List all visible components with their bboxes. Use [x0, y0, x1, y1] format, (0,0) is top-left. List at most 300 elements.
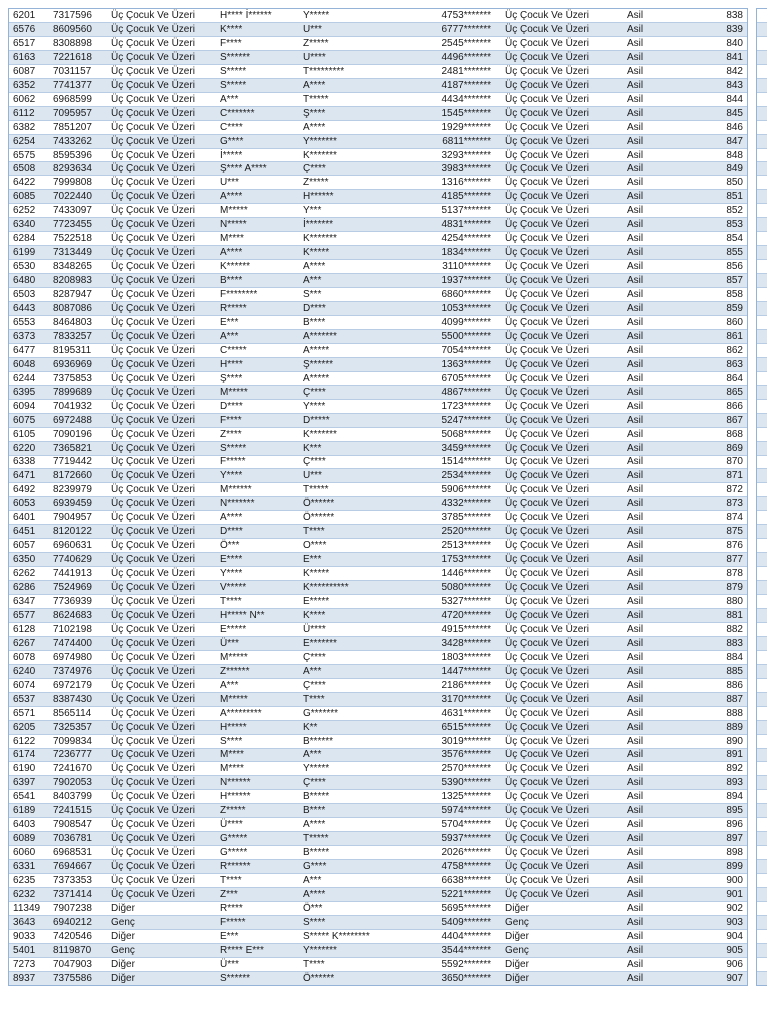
cell-sequence-no: 873 [726, 498, 743, 510]
edge-strip-row [757, 483, 767, 497]
edge-strip-row [757, 9, 767, 23]
cell-category-2: Üç Çocuk Ve Üzeri [505, 721, 589, 733]
cell-masked-last-name: Ş****** [303, 358, 334, 370]
cell-record-id: 6397 [13, 777, 36, 789]
cell-category-2: Üç Çocuk Ve Üzeri [505, 763, 589, 775]
cell-masked-first-name: A*** [220, 679, 239, 691]
cell-application-no: 7522518 [53, 233, 92, 245]
cell-status: Asil [627, 791, 644, 803]
cell-masked-id-number: 4185******* [441, 191, 491, 203]
cell-category: Üç Çocuk Ve Üzeri [111, 735, 195, 747]
cell-sequence-no: 839 [726, 23, 743, 35]
cell-sequence-no: 847 [726, 135, 743, 147]
cell-category-2: Üç Çocuk Ve Üzeri [505, 651, 589, 663]
cell-masked-first-name: M***** [220, 651, 248, 663]
cell-category-2: Üç Çocuk Ve Üzeri [505, 735, 589, 747]
cell-masked-last-name: A*** [303, 275, 322, 287]
cell-sequence-no: 849 [726, 163, 743, 175]
cell-sequence-no: 874 [726, 512, 743, 524]
cell-masked-last-name: T***** [303, 93, 329, 105]
cell-category: Üç Çocuk Ve Üzeri [111, 65, 195, 77]
cell-record-id: 6163 [13, 51, 36, 63]
cell-record-id: 6205 [13, 721, 36, 733]
cell-record-id: 6189 [13, 805, 36, 817]
cell-record-id: 6240 [13, 665, 36, 677]
cell-masked-id-number: 2570******* [441, 763, 491, 775]
cell-category-2: Üç Çocuk Ve Üzeri [505, 777, 589, 789]
cell-record-id: 6075 [13, 414, 36, 426]
cell-masked-last-name: O**** [303, 540, 327, 552]
cell-category: Üç Çocuk Ve Üzeri [111, 791, 195, 803]
cell-category-2: Üç Çocuk Ve Üzeri [505, 330, 589, 342]
cell-masked-last-name: Ç**** [303, 651, 326, 663]
cell-masked-first-name: C**** [220, 121, 243, 133]
edge-strip-row [757, 721, 767, 735]
cell-masked-last-name: T**** [303, 693, 325, 705]
cell-masked-last-name: Y***** [303, 763, 330, 775]
cell-sequence-no: 858 [726, 289, 743, 301]
cell-category-2: Üç Çocuk Ve Üzeri [505, 498, 589, 510]
cell-application-no: 7441913 [53, 568, 92, 580]
cell-status: Asil [627, 386, 644, 398]
cell-record-id: 6060 [13, 847, 36, 859]
cell-sequence-no: 843 [726, 79, 743, 91]
cell-status: Asil [627, 442, 644, 454]
cell-record-id: 5401 [13, 944, 36, 956]
table-row [9, 176, 747, 190]
edge-strip-row [757, 888, 767, 902]
cell-application-no: 7375586 [53, 972, 92, 984]
cell-application-no: 8172660 [53, 470, 92, 482]
cell-record-id: 6057 [13, 540, 36, 552]
cell-category: Üç Çocuk Ve Üzeri [111, 344, 195, 356]
cell-application-no: 8087086 [53, 302, 92, 314]
cell-status: Asil [627, 958, 644, 970]
edge-strip-row [757, 51, 767, 65]
cell-status: Asil [627, 972, 644, 984]
cell-status: Asil [627, 554, 644, 566]
table-row [9, 344, 747, 358]
cell-category-2: Üç Çocuk Ve Üzeri [505, 526, 589, 538]
cell-masked-first-name: R**** [220, 902, 243, 914]
cell-record-id: 6174 [13, 749, 36, 761]
cell-masked-first-name: N****** [220, 777, 251, 789]
edge-strip-row [757, 958, 767, 972]
cell-masked-last-name: K********** [303, 582, 349, 594]
cell-sequence-no: 885 [726, 665, 743, 677]
table-row [9, 246, 747, 260]
edge-strip-row [757, 469, 767, 483]
table-row [9, 190, 747, 204]
table-row [9, 330, 747, 344]
table-row [9, 818, 747, 832]
cell-status: Asil [627, 414, 644, 426]
edge-strip-row [757, 497, 767, 511]
table-row [9, 790, 747, 804]
cell-category: Üç Çocuk Ve Üzeri [111, 819, 195, 831]
cell-category-2: Üç Çocuk Ve Üzeri [505, 9, 589, 21]
cell-category-2: Üç Çocuk Ve Üzeri [505, 65, 589, 77]
cell-status: Asil [627, 149, 644, 161]
table-row [9, 874, 747, 888]
cell-sequence-no: 876 [726, 540, 743, 552]
cell-category-2: Diğer [505, 902, 529, 914]
cell-sequence-no: 862 [726, 344, 743, 356]
table-row [9, 497, 747, 511]
cell-status: Asil [627, 568, 644, 580]
cell-application-no: 7371414 [53, 889, 92, 901]
cell-application-no: 7241515 [53, 805, 92, 817]
cell-masked-id-number: 1514******* [441, 456, 491, 468]
table-row [9, 149, 747, 163]
table-row [9, 260, 747, 274]
cell-category-2: Üç Çocuk Ve Üzeri [505, 163, 589, 175]
cell-category: Üç Çocuk Ve Üzeri [111, 540, 195, 552]
cell-masked-id-number: 5937******* [441, 833, 491, 845]
cell-status: Asil [627, 721, 644, 733]
edge-strip-row [757, 162, 767, 176]
cell-application-no: 7899689 [53, 386, 92, 398]
cell-masked-last-name: T**** [303, 958, 325, 970]
cell-masked-first-name: H***** [220, 721, 247, 733]
cell-application-no: 7095957 [53, 107, 92, 119]
cell-sequence-no: 852 [726, 205, 743, 217]
cell-masked-id-number: 4187******* [441, 79, 491, 91]
cell-masked-id-number: 1723******* [441, 400, 491, 412]
edge-strip-row [757, 749, 767, 763]
cell-record-id: 6262 [13, 568, 36, 580]
cell-application-no: 6960631 [53, 540, 92, 552]
cell-masked-last-name: G**** [303, 861, 327, 873]
cell-category: Üç Çocuk Ve Üzeri [111, 693, 195, 705]
cell-record-id: 6235 [13, 875, 36, 887]
edge-strip-row [757, 762, 767, 776]
cell-application-no: 7904957 [53, 512, 92, 524]
table-row [9, 623, 747, 637]
cell-masked-id-number: 2026******* [441, 847, 491, 859]
cell-masked-id-number: 4753******* [441, 9, 491, 21]
cell-application-no: 6968531 [53, 847, 92, 859]
cell-masked-first-name: Ü*** [220, 958, 239, 970]
cell-masked-id-number: 4867******* [441, 386, 491, 398]
cell-application-no: 7099834 [53, 735, 92, 747]
cell-category: Üç Çocuk Ve Üzeri [111, 289, 195, 301]
cell-masked-first-name: U*** [220, 177, 239, 189]
cell-masked-id-number: 3650******* [441, 972, 491, 984]
edge-strip-row [757, 316, 767, 330]
cell-masked-first-name: S****** [220, 972, 251, 984]
cell-status: Asil [627, 930, 644, 942]
cell-status: Asil [627, 819, 644, 831]
cell-sequence-no: 877 [726, 554, 743, 566]
cell-record-id: 6576 [13, 23, 36, 35]
cell-category-2: Üç Çocuk Ve Üzeri [505, 135, 589, 147]
results-table [8, 8, 748, 986]
cell-application-no: 8287947 [53, 289, 92, 301]
cell-application-no: 7022440 [53, 191, 92, 203]
cell-record-id: 6074 [13, 679, 36, 691]
cell-masked-last-name: A**** [303, 79, 326, 91]
cell-application-no: 7833257 [53, 330, 92, 342]
cell-category: Diğer [111, 958, 135, 970]
cell-category-2: Üç Çocuk Ve Üzeri [505, 568, 589, 580]
cell-masked-last-name: U*** [303, 23, 322, 35]
cell-masked-last-name: A**** [303, 121, 326, 133]
cell-masked-last-name: Y*** [303, 205, 322, 217]
table-row [9, 679, 747, 693]
cell-sequence-no: 845 [726, 107, 743, 119]
cell-record-id: 6373 [13, 330, 36, 342]
cell-category: Üç Çocuk Ve Üzeri [111, 219, 195, 231]
edge-strip-row [757, 693, 767, 707]
edge-strip-row [757, 790, 767, 804]
edge-strip-row [757, 135, 767, 149]
cell-record-id: 6085 [13, 191, 36, 203]
cell-masked-first-name: G***** [220, 833, 248, 845]
cell-application-no: 7221618 [53, 51, 92, 63]
table-row [9, 916, 747, 930]
cell-masked-first-name: N***** [220, 219, 247, 231]
edge-strip-row [757, 595, 767, 609]
table-row [9, 707, 747, 721]
cell-masked-last-name: K***** [303, 247, 330, 259]
cell-category: Üç Çocuk Ve Üzeri [111, 554, 195, 566]
cell-masked-id-number: 5500******* [441, 330, 491, 342]
table-row [9, 414, 747, 428]
cell-masked-id-number: 5327******* [441, 596, 491, 607]
cell-category: Üç Çocuk Ve Üzeri [111, 261, 195, 273]
cell-record-id: 6503 [13, 289, 36, 301]
cell-masked-last-name: A***** [303, 344, 330, 356]
cell-masked-id-number: 5390******* [441, 777, 491, 789]
cell-record-id: 6395 [13, 386, 36, 398]
cell-status: Asil [627, 944, 644, 956]
cell-application-no: 6968599 [53, 93, 92, 105]
cell-sequence-no: 853 [726, 219, 743, 231]
table-row [9, 162, 747, 176]
table-row [9, 944, 747, 958]
cell-category-2: Genç [505, 944, 529, 956]
cell-record-id: 6477 [13, 344, 36, 356]
cell-sequence-no: 855 [726, 247, 743, 259]
edge-strip-row [757, 818, 767, 832]
cell-masked-last-name: H****** [303, 191, 334, 203]
cell-category: Diğer [111, 972, 135, 984]
cell-category: Üç Çocuk Ve Üzeri [111, 526, 195, 538]
cell-masked-first-name: E*** [220, 316, 239, 328]
cell-application-no: 6974980 [53, 651, 92, 663]
cell-application-no: 8595396 [53, 149, 92, 161]
cell-masked-id-number: 5592******* [441, 958, 491, 970]
cell-application-no: 8624683 [53, 609, 92, 621]
edge-strip-row [757, 832, 767, 846]
cell-sequence-no: 841 [726, 51, 743, 63]
cell-masked-id-number: 1929******* [441, 121, 491, 133]
cell-sequence-no: 883 [726, 637, 743, 649]
cell-sequence-no: 871 [726, 470, 743, 482]
cell-masked-last-name: K***** [303, 568, 330, 580]
adjacent-table-edge-strip [756, 8, 767, 986]
cell-application-no: 8293634 [53, 163, 92, 175]
edge-strip-row [757, 735, 767, 749]
cell-status: Asil [627, 777, 644, 789]
cell-application-no: 7325357 [53, 721, 92, 733]
cell-category: Üç Çocuk Ve Üzeri [111, 889, 195, 901]
edge-strip-row [757, 400, 767, 414]
cell-application-no: 7373353 [53, 875, 92, 887]
cell-application-no: 8565114 [53, 707, 92, 719]
cell-masked-first-name: A**** [220, 247, 243, 259]
cell-masked-first-name: G**** [220, 135, 244, 147]
cell-application-no: 7433262 [53, 135, 92, 147]
cell-masked-last-name: Ö*** [303, 902, 323, 914]
edge-strip-row [757, 428, 767, 442]
cell-application-no: 7036781 [53, 833, 92, 845]
cell-category: Üç Çocuk Ve Üzeri [111, 721, 195, 733]
cell-record-id: 6244 [13, 372, 36, 384]
cell-status: Asil [627, 372, 644, 384]
cell-category-2: Üç Çocuk Ve Üzeri [505, 470, 589, 482]
cell-masked-last-name: B****** [303, 735, 334, 747]
cell-category: Üç Çocuk Ve Üzeri [111, 233, 195, 245]
cell-category: Üç Çocuk Ve Üzeri [111, 498, 195, 510]
cell-category: Üç Çocuk Ve Üzeri [111, 302, 195, 314]
cell-masked-last-name: K******* [303, 428, 337, 440]
cell-masked-first-name: H**** [220, 358, 243, 370]
cell-sequence-no: 884 [726, 651, 743, 663]
cell-application-no: 7236777 [53, 749, 92, 761]
edge-strip-row [757, 260, 767, 274]
cell-masked-first-name: A********* [220, 707, 262, 719]
cell-sequence-no: 903 [726, 916, 743, 928]
cell-masked-last-name: Ş**** [303, 107, 326, 119]
table-row [9, 958, 747, 972]
cell-masked-first-name: Ö*** [220, 540, 240, 552]
cell-application-no: 7736939 [53, 596, 92, 607]
edge-strip-row [757, 930, 767, 944]
cell-masked-first-name: T**** [220, 596, 242, 607]
cell-application-no: 7694667 [53, 861, 92, 873]
cell-status: Asil [627, 191, 644, 203]
cell-masked-last-name: A*** [303, 665, 322, 677]
cell-masked-first-name: S**** [220, 735, 243, 747]
cell-category: Üç Çocuk Ve Üzeri [111, 177, 195, 189]
cell-masked-id-number: 3110******* [442, 261, 491, 273]
cell-masked-first-name: R**** E*** [220, 944, 264, 956]
edge-strip-row [757, 204, 767, 218]
cell-sequence-no: 890 [726, 735, 743, 747]
table-row [9, 386, 747, 400]
cell-masked-first-name: A**** [220, 512, 243, 524]
edge-strip-row [757, 121, 767, 135]
cell-record-id: 6284 [13, 233, 36, 245]
cell-category: Üç Çocuk Ve Üzeri [111, 51, 195, 63]
table-row [9, 651, 747, 665]
cell-category: Üç Çocuk Ve Üzeri [111, 442, 195, 454]
cell-sequence-no: 893 [726, 777, 743, 789]
cell-application-no: 7433097 [53, 205, 92, 217]
cell-category-2: Üç Çocuk Ve Üzeri [505, 316, 589, 328]
cell-masked-first-name: R***** [220, 302, 247, 314]
cell-masked-id-number: 5695******* [441, 902, 491, 914]
cell-record-id: 6199 [13, 247, 36, 259]
cell-category: Üç Çocuk Ve Üzeri [111, 386, 195, 398]
cell-status: Asil [627, 526, 644, 538]
cell-status: Asil [627, 37, 644, 49]
edge-strip-row [757, 274, 767, 288]
edge-strip-row [757, 511, 767, 525]
cell-status: Asil [627, 9, 644, 21]
cell-status: Asil [627, 400, 644, 412]
cell-record-id: 6347 [13, 596, 36, 607]
cell-application-no: 6939459 [53, 498, 92, 510]
cell-masked-last-name: D**** [303, 302, 326, 314]
cell-masked-first-name: M****** [220, 484, 252, 496]
cell-masked-id-number: 4434******* [441, 93, 491, 105]
cell-record-id: 7273 [13, 958, 36, 970]
cell-sequence-no: 881 [726, 609, 743, 621]
cell-record-id: 6105 [13, 428, 36, 440]
cell-category: Üç Çocuk Ve Üzeri [111, 107, 195, 119]
cell-masked-id-number: 2481******* [441, 65, 491, 77]
edge-strip-row [757, 288, 767, 302]
edge-strip-row [757, 567, 767, 581]
cell-application-no: 8403799 [53, 791, 92, 803]
cell-status: Asil [627, 875, 644, 887]
cell-category-2: Üç Çocuk Ve Üzeri [505, 358, 589, 370]
table-row [9, 539, 747, 553]
cell-masked-last-name: Ö****** [303, 498, 335, 510]
cell-record-id: 6382 [13, 121, 36, 133]
cell-category-2: Üç Çocuk Ve Üzeri [505, 582, 589, 594]
cell-record-id: 6128 [13, 623, 36, 635]
cell-masked-first-name: A*** [220, 330, 239, 342]
cell-record-id: 8937 [13, 972, 36, 984]
edge-strip-row [757, 553, 767, 567]
edge-strip-row [757, 525, 767, 539]
cell-masked-id-number: 5080******* [441, 582, 491, 594]
cell-application-no: 7902053 [53, 777, 92, 789]
cell-application-no: 8119870 [53, 944, 92, 956]
cell-category: Üç Çocuk Ve Üzeri [111, 833, 195, 845]
cell-category: Üç Çocuk Ve Üzeri [111, 247, 195, 259]
edge-strip-row [757, 23, 767, 37]
cell-masked-id-number: 6638******* [441, 875, 491, 887]
cell-application-no: 7031157 [53, 65, 92, 77]
cell-masked-last-name: K******* [303, 149, 337, 161]
cell-record-id: 11349 [13, 902, 41, 914]
cell-masked-first-name: T**** [220, 875, 242, 887]
edge-strip-row [757, 804, 767, 818]
cell-record-id: 6053 [13, 498, 36, 510]
cell-masked-id-number: 5137******* [441, 205, 491, 217]
cell-sequence-no: 864 [726, 372, 743, 384]
edge-strip-row [757, 902, 767, 916]
cell-record-id: 6112 [13, 107, 35, 119]
cell-status: Asil [627, 428, 644, 440]
cell-masked-last-name: Y******* [303, 944, 337, 956]
cell-masked-first-name: B**** [220, 275, 243, 287]
cell-masked-first-name: H**** İ****** [220, 9, 272, 21]
cell-category: Üç Çocuk Ve Üzeri [111, 330, 195, 342]
table-row [9, 525, 747, 539]
cell-application-no: 7365821 [53, 442, 92, 454]
cell-sequence-no: 844 [726, 93, 743, 105]
cell-masked-id-number: 2513******* [441, 540, 491, 552]
cell-category-2: Üç Çocuk Ve Üzeri [505, 707, 589, 719]
cell-application-no: 6940212 [53, 916, 92, 928]
cell-masked-last-name: Ç**** [303, 777, 326, 789]
